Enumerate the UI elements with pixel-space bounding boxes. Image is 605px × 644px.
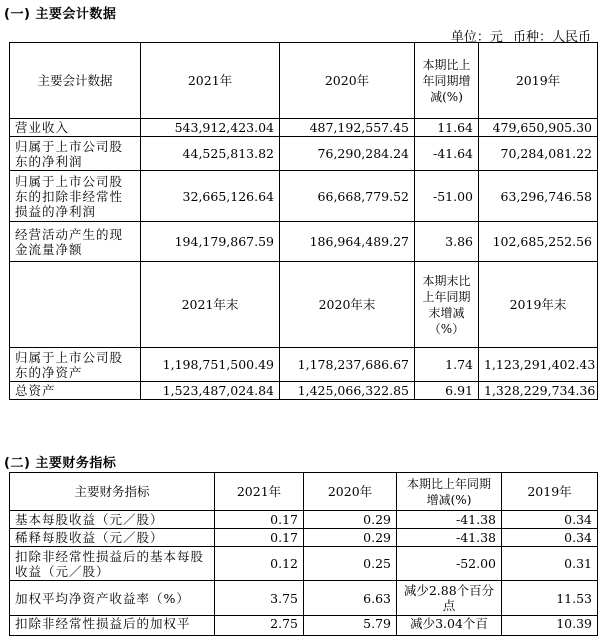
table-row xyxy=(10,348,598,382)
value-change: 1.74 xyxy=(415,348,479,382)
value-2019: 1,123,291,402.43 xyxy=(479,348,598,382)
table-row xyxy=(10,547,598,581)
value-2019: 102,685,252.56 xyxy=(479,222,598,262)
header-2021-end: 2021年末 xyxy=(141,262,280,348)
header-2019: 2019年 xyxy=(479,43,598,119)
section2-title: (二) 主要财务指标 xyxy=(4,456,117,471)
value-2020: 186,964,489.27 xyxy=(280,222,415,262)
value-2021: 543,912,423.04 xyxy=(141,119,280,137)
table-row xyxy=(10,529,598,547)
header-2019: 2019年 xyxy=(502,473,598,511)
header-2020-end: 2020年末 xyxy=(280,262,415,348)
main-financial-indicators-table xyxy=(9,472,598,636)
row-label: 归属于上市公司股东的净利润 xyxy=(10,137,141,171)
value-2019: 0.31 xyxy=(502,547,598,581)
value-2021: 3.75 xyxy=(215,581,304,616)
table-header-row xyxy=(10,43,598,119)
value-change: 减少3.04个百 xyxy=(397,616,502,636)
value-2020: 1,425,066,322.85 xyxy=(280,382,415,400)
value-change: -52.00 xyxy=(397,547,502,581)
table-header-row xyxy=(10,473,598,511)
row-label: 加权平均净资产收益率（%） xyxy=(10,581,215,616)
main-accounting-data-table xyxy=(9,42,598,400)
value-2021: 32,665,126.64 xyxy=(141,171,280,222)
value-2019: 11.53 xyxy=(502,581,598,616)
value-2021: 194,179,867.59 xyxy=(141,222,280,262)
row-label: 扣除非经常性损益后的基本每股收益（元／股） xyxy=(10,547,215,581)
value-2019: 1,328,229,734.36 xyxy=(479,382,598,400)
unit-label: 单位：元 xyxy=(450,30,503,45)
header-change-end: 本期末比上年同期末增减（%） xyxy=(415,262,479,348)
header-2020: 2020年 xyxy=(280,43,415,119)
header-2021: 2021年 xyxy=(141,43,280,119)
table-row xyxy=(10,137,598,171)
value-2020: 76,290,284.24 xyxy=(280,137,415,171)
row-label: 营业收入 xyxy=(10,119,141,137)
header-2019-end: 2019年末 xyxy=(479,262,598,348)
row-label: 扣除非经常性损益后的加权平 xyxy=(10,616,215,636)
value-2021: 1,198,751,500.49 xyxy=(141,348,280,382)
value-2019: 479,650,905.30 xyxy=(479,119,598,137)
table-header-row xyxy=(10,262,598,348)
row-label: 经营活动产生的现金流量净额 xyxy=(10,222,141,262)
row-label: 归属于上市公司股东的扣除非经常性损益的净利润 xyxy=(10,171,141,222)
value-2021: 44,525,813.82 xyxy=(141,137,280,171)
table-row xyxy=(10,171,598,222)
table-row xyxy=(10,616,598,636)
value-2019: 10.39 xyxy=(502,616,598,636)
value-2021: 0.17 xyxy=(215,529,304,547)
value-2020: 0.25 xyxy=(304,547,397,581)
header-item: 主要财务指标 xyxy=(10,473,215,511)
value-2020: 0.29 xyxy=(304,511,397,529)
table-row xyxy=(10,382,598,400)
row-label: 基本每股收益（元／股） xyxy=(10,511,215,529)
value-2021: 2.75 xyxy=(215,616,304,636)
value-change: 11.64 xyxy=(415,119,479,137)
value-2020: 66,668,779.52 xyxy=(280,171,415,222)
value-2019: 0.34 xyxy=(502,529,598,547)
header-2021: 2021年 xyxy=(215,473,304,511)
value-change: -41.38 xyxy=(397,511,502,529)
value-2019: 63,296,746.58 xyxy=(479,171,598,222)
value-change: 减少2.88个百分点 xyxy=(397,581,502,616)
table-row xyxy=(10,581,598,616)
value-2020: 0.29 xyxy=(304,529,397,547)
value-2020: 1,178,237,686.67 xyxy=(280,348,415,382)
header-2020: 2020年 xyxy=(304,473,397,511)
row-label: 归属于上市公司股东的净资产 xyxy=(10,348,141,382)
section1-title: (一) 主要会计数据 xyxy=(4,7,117,22)
header-change: 本期比上年同期增减(%) xyxy=(397,473,502,511)
row-label: 稀释每股收益（元／股） xyxy=(10,529,215,547)
value-2020: 6.63 xyxy=(304,581,397,616)
value-2021: 0.12 xyxy=(215,547,304,581)
currency-label: 币种：人民币 xyxy=(512,30,591,45)
value-2021: 0.17 xyxy=(215,511,304,529)
header-item: 主要会计数据 xyxy=(10,43,141,119)
value-2019: 0.34 xyxy=(502,511,598,529)
value-change: -41.64 xyxy=(415,137,479,171)
value-change: -51.00 xyxy=(415,171,479,222)
header-change: 本期比上年同期增减(%) xyxy=(415,43,479,119)
table-row xyxy=(10,222,598,262)
row-label: 总资产 xyxy=(10,382,141,400)
header-item-empty xyxy=(10,262,141,348)
value-2020: 487,192,557.45 xyxy=(280,119,415,137)
value-2019: 70,284,081.22 xyxy=(479,137,598,171)
value-change: 6.91 xyxy=(415,382,479,400)
value-change: 3.86 xyxy=(415,222,479,262)
table-row xyxy=(10,119,598,137)
value-change: -41.38 xyxy=(397,529,502,547)
table-row xyxy=(10,511,598,529)
value-2021: 1,523,487,024.84 xyxy=(141,382,280,400)
value-2020: 5.79 xyxy=(304,616,397,636)
